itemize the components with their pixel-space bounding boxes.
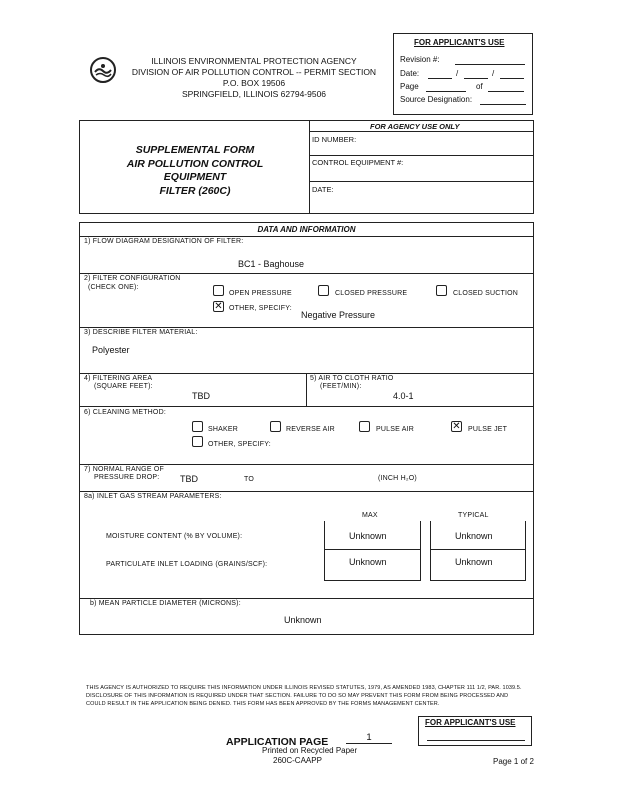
agency-line3: P.O. BOX 19506 xyxy=(222,78,286,88)
date-field-month[interactable] xyxy=(428,78,452,79)
other-config-value[interactable]: Negative Pressure xyxy=(301,310,376,320)
form-title-line2: AIR POLLUTION CONTROL xyxy=(126,157,264,170)
moisture-max-value: Unknown xyxy=(349,531,387,541)
other-cleaning-checkbox[interactable] xyxy=(192,436,203,447)
reverse-air-checkbox[interactable] xyxy=(270,421,281,432)
q4-value[interactable]: TBD xyxy=(192,391,210,401)
of-label: of xyxy=(476,82,483,91)
of-field[interactable] xyxy=(488,91,524,92)
other-cleaning-label: OTHER, SPECIFY: xyxy=(208,441,271,448)
form-title-line1: SUPPLEMENTAL FORM xyxy=(135,144,255,156)
closed-pressure-label: CLOSED PRESSURE xyxy=(335,290,408,297)
agency-logo xyxy=(90,57,116,83)
footer-applicant-box xyxy=(418,716,532,746)
q7-label1: 7) NORMAL RANGE OF xyxy=(84,466,164,473)
open-pressure-label: OPEN PRESSURE xyxy=(229,290,292,297)
agency-line2: DIVISION OF AIR POLLUTION CONTROL -- PERMIT SECTION xyxy=(131,67,377,77)
q6-label: 6) CLEANING METHOD: xyxy=(84,409,166,416)
q8-col-max: MAX xyxy=(362,512,378,519)
pulse-air-checkbox[interactable] xyxy=(359,421,370,432)
footer-applicant-field[interactable] xyxy=(427,740,525,741)
pulse-air-label: PULSE AIR xyxy=(376,426,414,433)
agency-date-label: DATE: xyxy=(312,185,334,194)
q8-col-typical: TYPICAL xyxy=(458,512,489,519)
data-section-title: DATA AND INFORMATION xyxy=(257,225,356,234)
q2-label1: 2) FILTER CONFIGURATION xyxy=(84,275,181,282)
id-number-label: ID NUMBER: xyxy=(312,135,357,144)
q3-label: 3) DESCRIBE FILTER MATERIAL: xyxy=(84,329,198,336)
source-designation-label: Source Designation: xyxy=(400,95,473,104)
application-page-number[interactable]: 1 xyxy=(346,732,392,744)
agency-address xyxy=(118,56,390,100)
applicant-use-title: FOR APPLICANT'S USE xyxy=(414,38,505,47)
q5-label1: 5) AIR TO CLOTH RATIO xyxy=(310,375,394,382)
particulate-max-value: Unknown xyxy=(349,557,387,567)
page-of: Page 1 of 2 xyxy=(493,757,534,766)
date-field-year[interactable] xyxy=(500,78,524,79)
form-title-line3: EQUIPMENT xyxy=(163,171,227,183)
q5-value[interactable]: 4.0-1 xyxy=(393,391,414,401)
form-title-line4: FILTER (260C) xyxy=(159,184,231,197)
reverse-air-label: REVERSE AIR xyxy=(286,426,335,433)
q7-label2: PRESSURE DROP: xyxy=(94,474,160,481)
particulate-label: PARTICULATE INLET LOADING (GRAINS/SCF): xyxy=(106,561,268,568)
q9-label: b) MEAN PARTICLE DIAMETER (MICRONS): xyxy=(90,600,241,607)
title-block xyxy=(79,120,534,214)
other-config-label: OTHER, SPECIFY: xyxy=(229,305,292,312)
moisture-typ-value: Unknown xyxy=(455,531,493,541)
pulse-jet-label: PULSE JET xyxy=(468,426,508,433)
agency-line1: ILLINOIS ENVIRONMENTAL PROTECTION AGENCY xyxy=(151,56,357,66)
q7-units: (INCH H₂O) xyxy=(378,475,417,482)
q2-label2: (CHECK ONE): xyxy=(88,284,139,291)
revision-field[interactable] xyxy=(455,64,525,65)
closed-suction-label: CLOSED SUCTION xyxy=(453,290,519,297)
page-label: Page xyxy=(400,82,419,91)
form-code: 260C-CAAPP xyxy=(273,756,322,765)
control-equipment-label: CONTROL EQUIPMENT #: xyxy=(312,158,404,167)
other-config-checkbox[interactable] xyxy=(213,301,224,312)
logo-icon xyxy=(92,59,114,81)
moisture-label: MOISTURE CONTENT (% BY VOLUME): xyxy=(106,533,243,540)
q1-value[interactable]: BC1 - Baghouse xyxy=(238,259,305,269)
closed-suction-checkbox[interactable] xyxy=(436,285,447,296)
recycled-paper-note: Printed on Recycled Paper xyxy=(262,746,358,755)
q7-from-value[interactable]: TBD xyxy=(180,474,198,484)
source-designation-field[interactable] xyxy=(480,104,526,105)
agency-line4: SPRINGFIELD, ILLINOIS 62794-9506 xyxy=(181,89,327,99)
revision-label: Revision #: xyxy=(400,55,440,64)
date-field-day[interactable] xyxy=(464,78,488,79)
q1-label: 1) FLOW DIAGRAM DESIGNATION OF FILTER: xyxy=(84,238,244,245)
q4-label1: 4) FILTERING AREA xyxy=(84,375,153,382)
q4-label2: (SQUARE FEET): xyxy=(94,383,153,390)
moisture-max-cell[interactable] xyxy=(324,521,421,581)
q5-label2: (FEET/MIN): xyxy=(320,383,362,390)
open-pressure-checkbox[interactable] xyxy=(213,285,224,296)
agency-use-title: FOR AGENCY USE ONLY xyxy=(370,122,460,131)
footer-applicant-title: FOR APPLICANT'S USE xyxy=(425,718,516,727)
shaker-label: SHAKER xyxy=(208,426,238,433)
q7-to-label: TO xyxy=(244,476,254,483)
particulate-typ-value: Unknown xyxy=(455,557,493,567)
date-label: Date: xyxy=(400,69,420,78)
pulse-jet-checkbox[interactable] xyxy=(451,421,462,432)
application-page-label: APPLICATION PAGE xyxy=(226,736,329,748)
closed-pressure-checkbox[interactable] xyxy=(318,285,329,296)
shaker-checkbox[interactable] xyxy=(192,421,203,432)
form-title xyxy=(80,144,310,198)
moisture-typ-cell[interactable] xyxy=(430,521,526,581)
legal-notice: THIS AGENCY IS AUTHORIZED TO REQUIRE THIS INFORMATION UNDER ILLINOIS REVISED STATUTES, 1979, AS AMENDED 1983, CHAPTER 111 1/2, PAR. 1039.5. DISCLOSURE OF THIS INFORMATION IS REQUIRED UNDER THAT SECTION. FAILURE TO DO SO MAY PREVENT THIS FORM FROM BEING PROCESSED AND COULD RESULT IN THE APPLICATION BEING DENIED. THIS FORM HAS BEEN APPROVED BY THE FORMS MANAGEMENT CENTER. xyxy=(86,685,522,707)
q8-label: 8a) INLET GAS STREAM PARAMETERS: xyxy=(84,493,222,500)
page-field[interactable] xyxy=(426,91,466,92)
applicant-use-box: FOR APPLICANT'S USE Revision #: Date: / / Page of Source Designation: xyxy=(393,33,533,115)
q3-value[interactable]: Polyester xyxy=(92,345,130,355)
data-section xyxy=(79,222,534,635)
q9-value[interactable]: Unknown xyxy=(284,615,322,625)
